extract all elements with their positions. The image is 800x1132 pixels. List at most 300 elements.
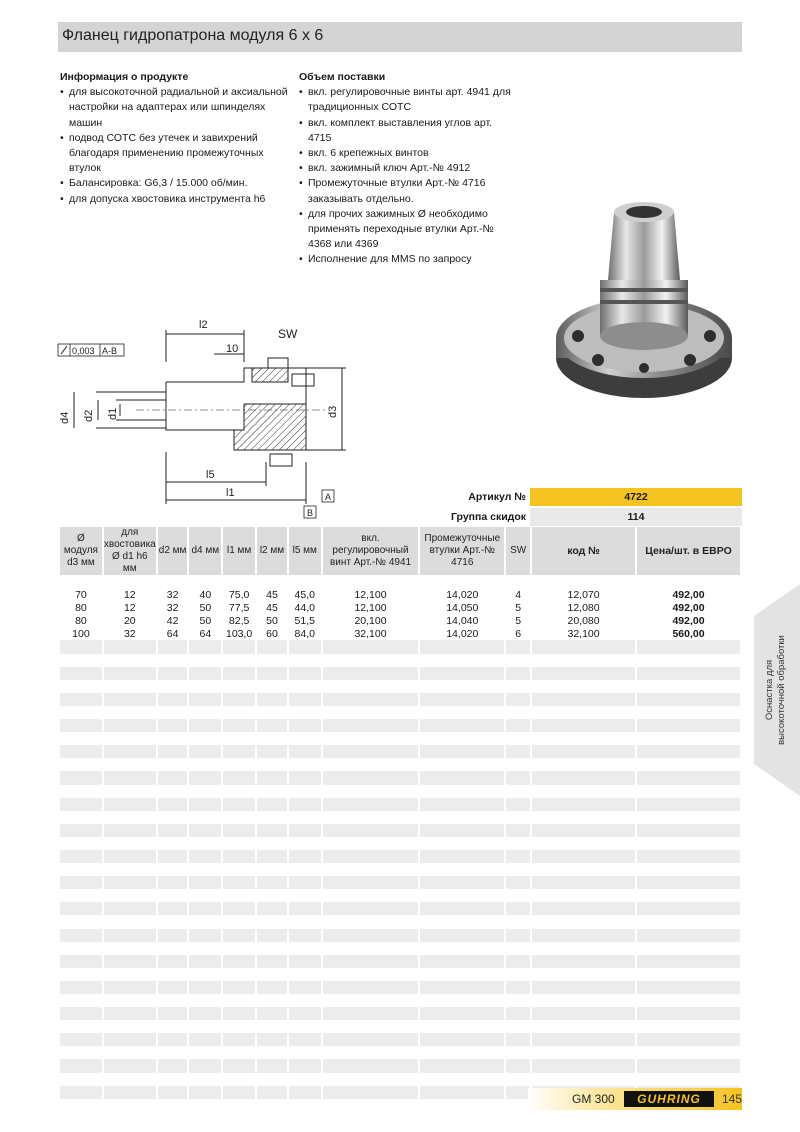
empty-row	[60, 824, 740, 837]
empty-cell	[420, 667, 504, 680]
sidebar-line-1: Оснастка для	[764, 659, 775, 721]
empty-cell	[223, 824, 255, 837]
empty-cell	[289, 1059, 321, 1072]
empty-cell	[257, 1007, 287, 1020]
empty-cell	[189, 1046, 221, 1059]
empty-cell	[158, 942, 188, 955]
empty-row	[60, 798, 740, 811]
empty-cell	[60, 771, 102, 784]
empty-cell	[257, 955, 287, 968]
empty-cell	[223, 785, 255, 798]
table-cell: 12,100	[354, 601, 387, 614]
empty-cell	[158, 785, 188, 798]
empty-row	[60, 758, 740, 771]
product-photo	[548, 188, 740, 402]
empty-cell	[104, 654, 156, 667]
empty-cell	[257, 1073, 287, 1086]
empty-cell	[158, 771, 188, 784]
table-cell: 12	[123, 588, 136, 601]
empty-cell	[323, 693, 419, 706]
empty-cell	[532, 798, 635, 811]
empty-cell	[506, 732, 530, 745]
empty-cell	[637, 942, 740, 955]
empty-cell	[257, 758, 287, 771]
empty-cell	[223, 981, 255, 994]
empty-cell	[420, 994, 504, 1007]
empty-cell	[60, 667, 102, 680]
empty-cell	[60, 732, 102, 745]
empty-cell	[289, 955, 321, 968]
empty-cell	[60, 680, 102, 693]
empty-cell	[323, 1046, 419, 1059]
empty-cell	[104, 968, 156, 981]
empty-cell	[506, 994, 530, 1007]
empty-cell	[189, 981, 221, 994]
empty-cell	[158, 981, 188, 994]
empty-cell	[637, 1020, 740, 1033]
header-l5: l5 мм	[289, 527, 321, 575]
empty-cell	[189, 850, 221, 863]
label-10: 10	[226, 343, 239, 355]
product-info-item: • подвод СОТС без утечек и завихрений благодаря применению промежуточных втулок	[60, 131, 290, 177]
empty-cell	[323, 771, 419, 784]
empty-cell	[158, 680, 188, 693]
empty-cell	[637, 693, 740, 706]
empty-cell	[506, 981, 530, 994]
table-cell: 50	[266, 614, 278, 627]
empty-cell	[158, 758, 188, 771]
empty-cell	[60, 785, 102, 798]
empty-cell	[420, 1007, 504, 1020]
empty-cell	[289, 719, 321, 732]
article-label: Артикул №	[468, 491, 526, 503]
empty-cell	[506, 719, 530, 732]
empty-cell	[257, 706, 287, 719]
datum-b: B	[307, 508, 314, 518]
empty-cell	[104, 876, 156, 889]
table-cell: 60	[266, 627, 278, 640]
empty-cell	[420, 929, 504, 942]
empty-cell	[532, 994, 635, 1007]
empty-row	[60, 955, 740, 968]
empty-cell	[189, 693, 221, 706]
table-cell: 77,5	[228, 601, 250, 614]
table-cell: 64	[166, 627, 179, 640]
empty-cell	[420, 1099, 504, 1112]
empty-cell	[158, 1007, 188, 1020]
empty-row	[60, 706, 740, 719]
page-number: 145	[722, 1092, 743, 1106]
empty-row	[60, 719, 740, 732]
empty-cell	[323, 994, 419, 1007]
empty-cell	[223, 1033, 255, 1046]
empty-cell	[323, 719, 419, 732]
empty-cell	[289, 640, 321, 653]
empty-cell	[289, 811, 321, 824]
empty-cell	[257, 667, 287, 680]
empty-cell	[104, 745, 156, 758]
empty-cell	[532, 680, 635, 693]
header-sw: SW	[506, 527, 530, 575]
empty-cell	[323, 811, 419, 824]
empty-cell	[506, 955, 530, 968]
empty-cell	[104, 863, 156, 876]
table-row	[60, 614, 740, 627]
empty-cell	[532, 1033, 635, 1046]
empty-cell	[158, 850, 188, 863]
empty-cell	[323, 837, 419, 850]
table-cell: 5	[515, 614, 522, 627]
delivery-scope-heading: Объем поставки	[299, 71, 386, 83]
header-module-diameter: Ø модуля d3 мм	[60, 527, 102, 575]
empty-cell	[289, 850, 321, 863]
empty-cell	[104, 942, 156, 955]
empty-cell	[257, 915, 287, 928]
empty-cell	[158, 811, 188, 824]
empty-cell	[637, 706, 740, 719]
empty-cell	[104, 732, 156, 745]
empty-cell	[257, 1086, 287, 1099]
empty-cell	[420, 863, 504, 876]
empty-cell	[323, 1007, 419, 1020]
empty-cell	[323, 1099, 419, 1112]
empty-cell	[420, 719, 504, 732]
empty-cell	[60, 654, 102, 667]
empty-cell	[323, 640, 419, 653]
empty-cell	[223, 1059, 255, 1072]
empty-row	[60, 1020, 740, 1033]
price-cell: 492,00	[672, 614, 705, 627]
discount-value: 114	[530, 508, 742, 526]
delivery-scope-item: • Промежуточные втулки Арт.-№ 4716 заказывать отдельно.	[299, 176, 514, 206]
empty-cell	[104, 1033, 156, 1046]
empty-cell	[323, 745, 419, 758]
empty-cell	[637, 680, 740, 693]
empty-cell	[60, 902, 102, 915]
empty-cell	[257, 1059, 287, 1072]
empty-row	[60, 693, 740, 706]
empty-cell	[323, 850, 419, 863]
empty-cell	[189, 785, 221, 798]
empty-cell	[506, 929, 530, 942]
empty-cell	[637, 915, 740, 928]
tolerance-value: 0,003	[72, 346, 95, 356]
empty-cell	[257, 640, 287, 653]
empty-cell	[289, 863, 321, 876]
empty-cell	[189, 824, 221, 837]
empty-cell	[289, 942, 321, 955]
empty-cell	[289, 837, 321, 850]
empty-cell	[289, 771, 321, 784]
empty-cell	[60, 981, 102, 994]
empty-cell	[189, 837, 221, 850]
empty-cell	[60, 929, 102, 942]
empty-cell	[323, 824, 419, 837]
empty-cell	[289, 654, 321, 667]
empty-cell	[104, 758, 156, 771]
empty-cell	[323, 955, 419, 968]
empty-cell	[506, 640, 530, 653]
table-cell: 32,100	[354, 627, 387, 640]
empty-cell	[637, 785, 740, 798]
empty-cell	[420, 785, 504, 798]
empty-cell	[289, 1033, 321, 1046]
table-cell: 45	[266, 588, 278, 601]
empty-row	[60, 850, 740, 863]
empty-cell	[637, 824, 740, 837]
empty-cell	[189, 771, 221, 784]
empty-cell	[532, 667, 635, 680]
empty-cell	[323, 1073, 419, 1086]
delivery-scope-item: • вкл. зажимный ключ Арт.-№ 4912	[299, 161, 514, 176]
empty-cell	[189, 1073, 221, 1086]
title-bar	[58, 22, 742, 52]
empty-cell	[420, 915, 504, 928]
empty-cell	[223, 758, 255, 771]
empty-cell	[189, 640, 221, 653]
empty-cell	[506, 850, 530, 863]
label-d4: d4	[59, 411, 71, 424]
empty-cell	[323, 706, 419, 719]
empty-cell	[104, 693, 156, 706]
empty-cell	[506, 758, 530, 771]
empty-cell	[257, 680, 287, 693]
empty-cell	[158, 1033, 188, 1046]
empty-cell	[637, 902, 740, 915]
empty-cell	[532, 824, 635, 837]
empty-cell	[289, 667, 321, 680]
empty-cell	[60, 798, 102, 811]
table-cell: 100	[72, 627, 90, 640]
empty-cell	[223, 811, 255, 824]
empty-cell	[532, 1073, 635, 1086]
label-d1: d1	[107, 407, 119, 420]
empty-cell	[158, 1046, 188, 1059]
empty-cell	[420, 837, 504, 850]
label-d2: d2	[83, 409, 95, 422]
empty-cell	[420, 1033, 504, 1046]
empty-cell	[637, 1007, 740, 1020]
empty-cell	[637, 968, 740, 981]
empty-cell	[60, 1073, 102, 1086]
empty-cell	[223, 850, 255, 863]
empty-cell	[506, 1046, 530, 1059]
empty-cell	[189, 654, 221, 667]
empty-cell	[104, 1073, 156, 1086]
empty-cell	[532, 968, 635, 981]
empty-cell	[158, 915, 188, 928]
empty-cell	[104, 902, 156, 915]
empty-row	[60, 640, 740, 653]
table-cell: 45	[266, 601, 278, 614]
empty-cell	[637, 745, 740, 758]
table-cell: 6	[515, 627, 522, 640]
empty-cell	[60, 1099, 102, 1112]
empty-cell	[223, 1046, 255, 1059]
empty-cell	[637, 1059, 740, 1072]
table-cell: 42	[166, 614, 179, 627]
empty-cell	[257, 994, 287, 1007]
empty-cell	[637, 811, 740, 824]
empty-cell	[420, 902, 504, 915]
empty-cell	[506, 1007, 530, 1020]
empty-cell	[506, 837, 530, 850]
price-cell: 560,00	[672, 627, 705, 640]
empty-cell	[323, 968, 419, 981]
delivery-scope	[299, 70, 514, 268]
empty-row	[60, 745, 740, 758]
empty-row	[60, 942, 740, 955]
empty-cell	[60, 889, 102, 902]
empty-cell	[104, 1086, 156, 1099]
empty-cell	[158, 654, 188, 667]
empty-cell	[223, 1099, 255, 1112]
empty-cell	[532, 745, 635, 758]
empty-cell	[637, 1046, 740, 1059]
empty-cell	[532, 732, 635, 745]
table-cell: 32,100	[567, 627, 600, 640]
empty-cell	[223, 902, 255, 915]
empty-row	[60, 837, 740, 850]
empty-cell	[189, 745, 221, 758]
empty-cell	[257, 1099, 287, 1112]
empty-cell	[506, 785, 530, 798]
table-cell: 14,040	[446, 614, 479, 627]
delivery-scope-item: • вкл. регулировочные винты арт. 4941 для традиционных СОТС	[299, 85, 514, 115]
empty-cell	[637, 850, 740, 863]
empty-cell	[506, 1086, 530, 1099]
empty-cell	[637, 929, 740, 942]
empty-cell	[189, 667, 221, 680]
table-cell: 50	[199, 614, 212, 627]
empty-cell	[257, 902, 287, 915]
empty-cell	[158, 706, 188, 719]
empty-row	[60, 994, 740, 1007]
empty-cell	[60, 1059, 102, 1072]
empty-cell	[532, 915, 635, 928]
header-d2: d2 мм	[158, 527, 188, 575]
empty-cell	[323, 680, 419, 693]
header-l2: l2 мм	[257, 527, 287, 575]
empty-cell	[420, 942, 504, 955]
empty-cell	[420, 981, 504, 994]
empty-cell	[60, 1007, 102, 1020]
empty-cell	[323, 929, 419, 942]
empty-row	[60, 667, 740, 680]
empty-cell	[637, 863, 740, 876]
empty-cell	[60, 824, 102, 837]
empty-cell	[532, 1007, 635, 1020]
empty-cell	[189, 1007, 221, 1020]
product-info-item: • для высокоточной радиальной и аксиальной настройки на адаптерах или шпинделях машин	[60, 85, 290, 131]
empty-cell	[420, 732, 504, 745]
empty-row	[60, 1033, 740, 1046]
empty-cell	[323, 1086, 419, 1099]
empty-cell	[323, 758, 419, 771]
empty-cell	[189, 719, 221, 732]
empty-cell	[158, 1020, 188, 1033]
empty-row	[60, 1046, 740, 1059]
empty-cell	[104, 706, 156, 719]
empty-cell	[189, 811, 221, 824]
empty-cell	[506, 771, 530, 784]
empty-cell	[223, 667, 255, 680]
empty-cell	[420, 680, 504, 693]
empty-cell	[223, 1007, 255, 1020]
empty-cell	[223, 680, 255, 693]
empty-cell	[158, 968, 188, 981]
table-cell: 5	[515, 601, 522, 614]
empty-cell	[60, 942, 102, 955]
empty-cell	[289, 902, 321, 915]
empty-cell	[104, 915, 156, 928]
empty-cell	[189, 902, 221, 915]
empty-cell	[506, 798, 530, 811]
empty-cell	[506, 706, 530, 719]
empty-cell	[420, 955, 504, 968]
table-cell: 32	[166, 588, 179, 601]
empty-cell	[104, 955, 156, 968]
table-cell: 84,0	[294, 627, 315, 640]
empty-cell	[104, 771, 156, 784]
empty-row	[60, 902, 740, 915]
empty-cell	[420, 1046, 504, 1059]
empty-cell	[289, 732, 321, 745]
empty-cell	[158, 876, 188, 889]
table-row	[60, 601, 740, 614]
empty-cell	[323, 942, 419, 955]
empty-cell	[532, 1059, 635, 1072]
empty-cell	[289, 824, 321, 837]
empty-cell	[60, 955, 102, 968]
table-cell: 82,5	[228, 614, 250, 627]
empty-cell	[532, 785, 635, 798]
empty-cell	[60, 915, 102, 928]
empty-cell	[60, 837, 102, 850]
empty-cell	[637, 732, 740, 745]
empty-cell	[158, 929, 188, 942]
empty-cell	[420, 798, 504, 811]
empty-cell	[257, 811, 287, 824]
empty-cell	[289, 915, 321, 928]
table-cell: 103,0	[226, 627, 253, 640]
empty-cell	[506, 876, 530, 889]
empty-cell	[532, 719, 635, 732]
empty-cell	[223, 1020, 255, 1033]
empty-cell	[532, 850, 635, 863]
empty-cell	[637, 994, 740, 1007]
empty-cell	[506, 745, 530, 758]
empty-cell	[189, 1099, 221, 1112]
table-cell: 14,020	[446, 627, 479, 640]
product-table	[58, 527, 742, 1112]
product-info	[60, 70, 290, 207]
empty-cell	[637, 1073, 740, 1086]
product-info-item: • Балансировка: G6,3 / 15.000 об/мин.	[60, 176, 290, 191]
empty-cell	[420, 1020, 504, 1033]
empty-cell	[506, 1099, 530, 1112]
empty-cell	[257, 798, 287, 811]
table-cell: 64	[199, 627, 212, 640]
empty-cell	[532, 981, 635, 994]
empty-cell	[60, 968, 102, 981]
empty-cell	[223, 654, 255, 667]
empty-cell	[420, 1059, 504, 1072]
empty-row	[60, 915, 740, 928]
empty-cell	[506, 889, 530, 902]
empty-cell	[532, 640, 635, 653]
table-cell: 14,020	[446, 588, 479, 601]
